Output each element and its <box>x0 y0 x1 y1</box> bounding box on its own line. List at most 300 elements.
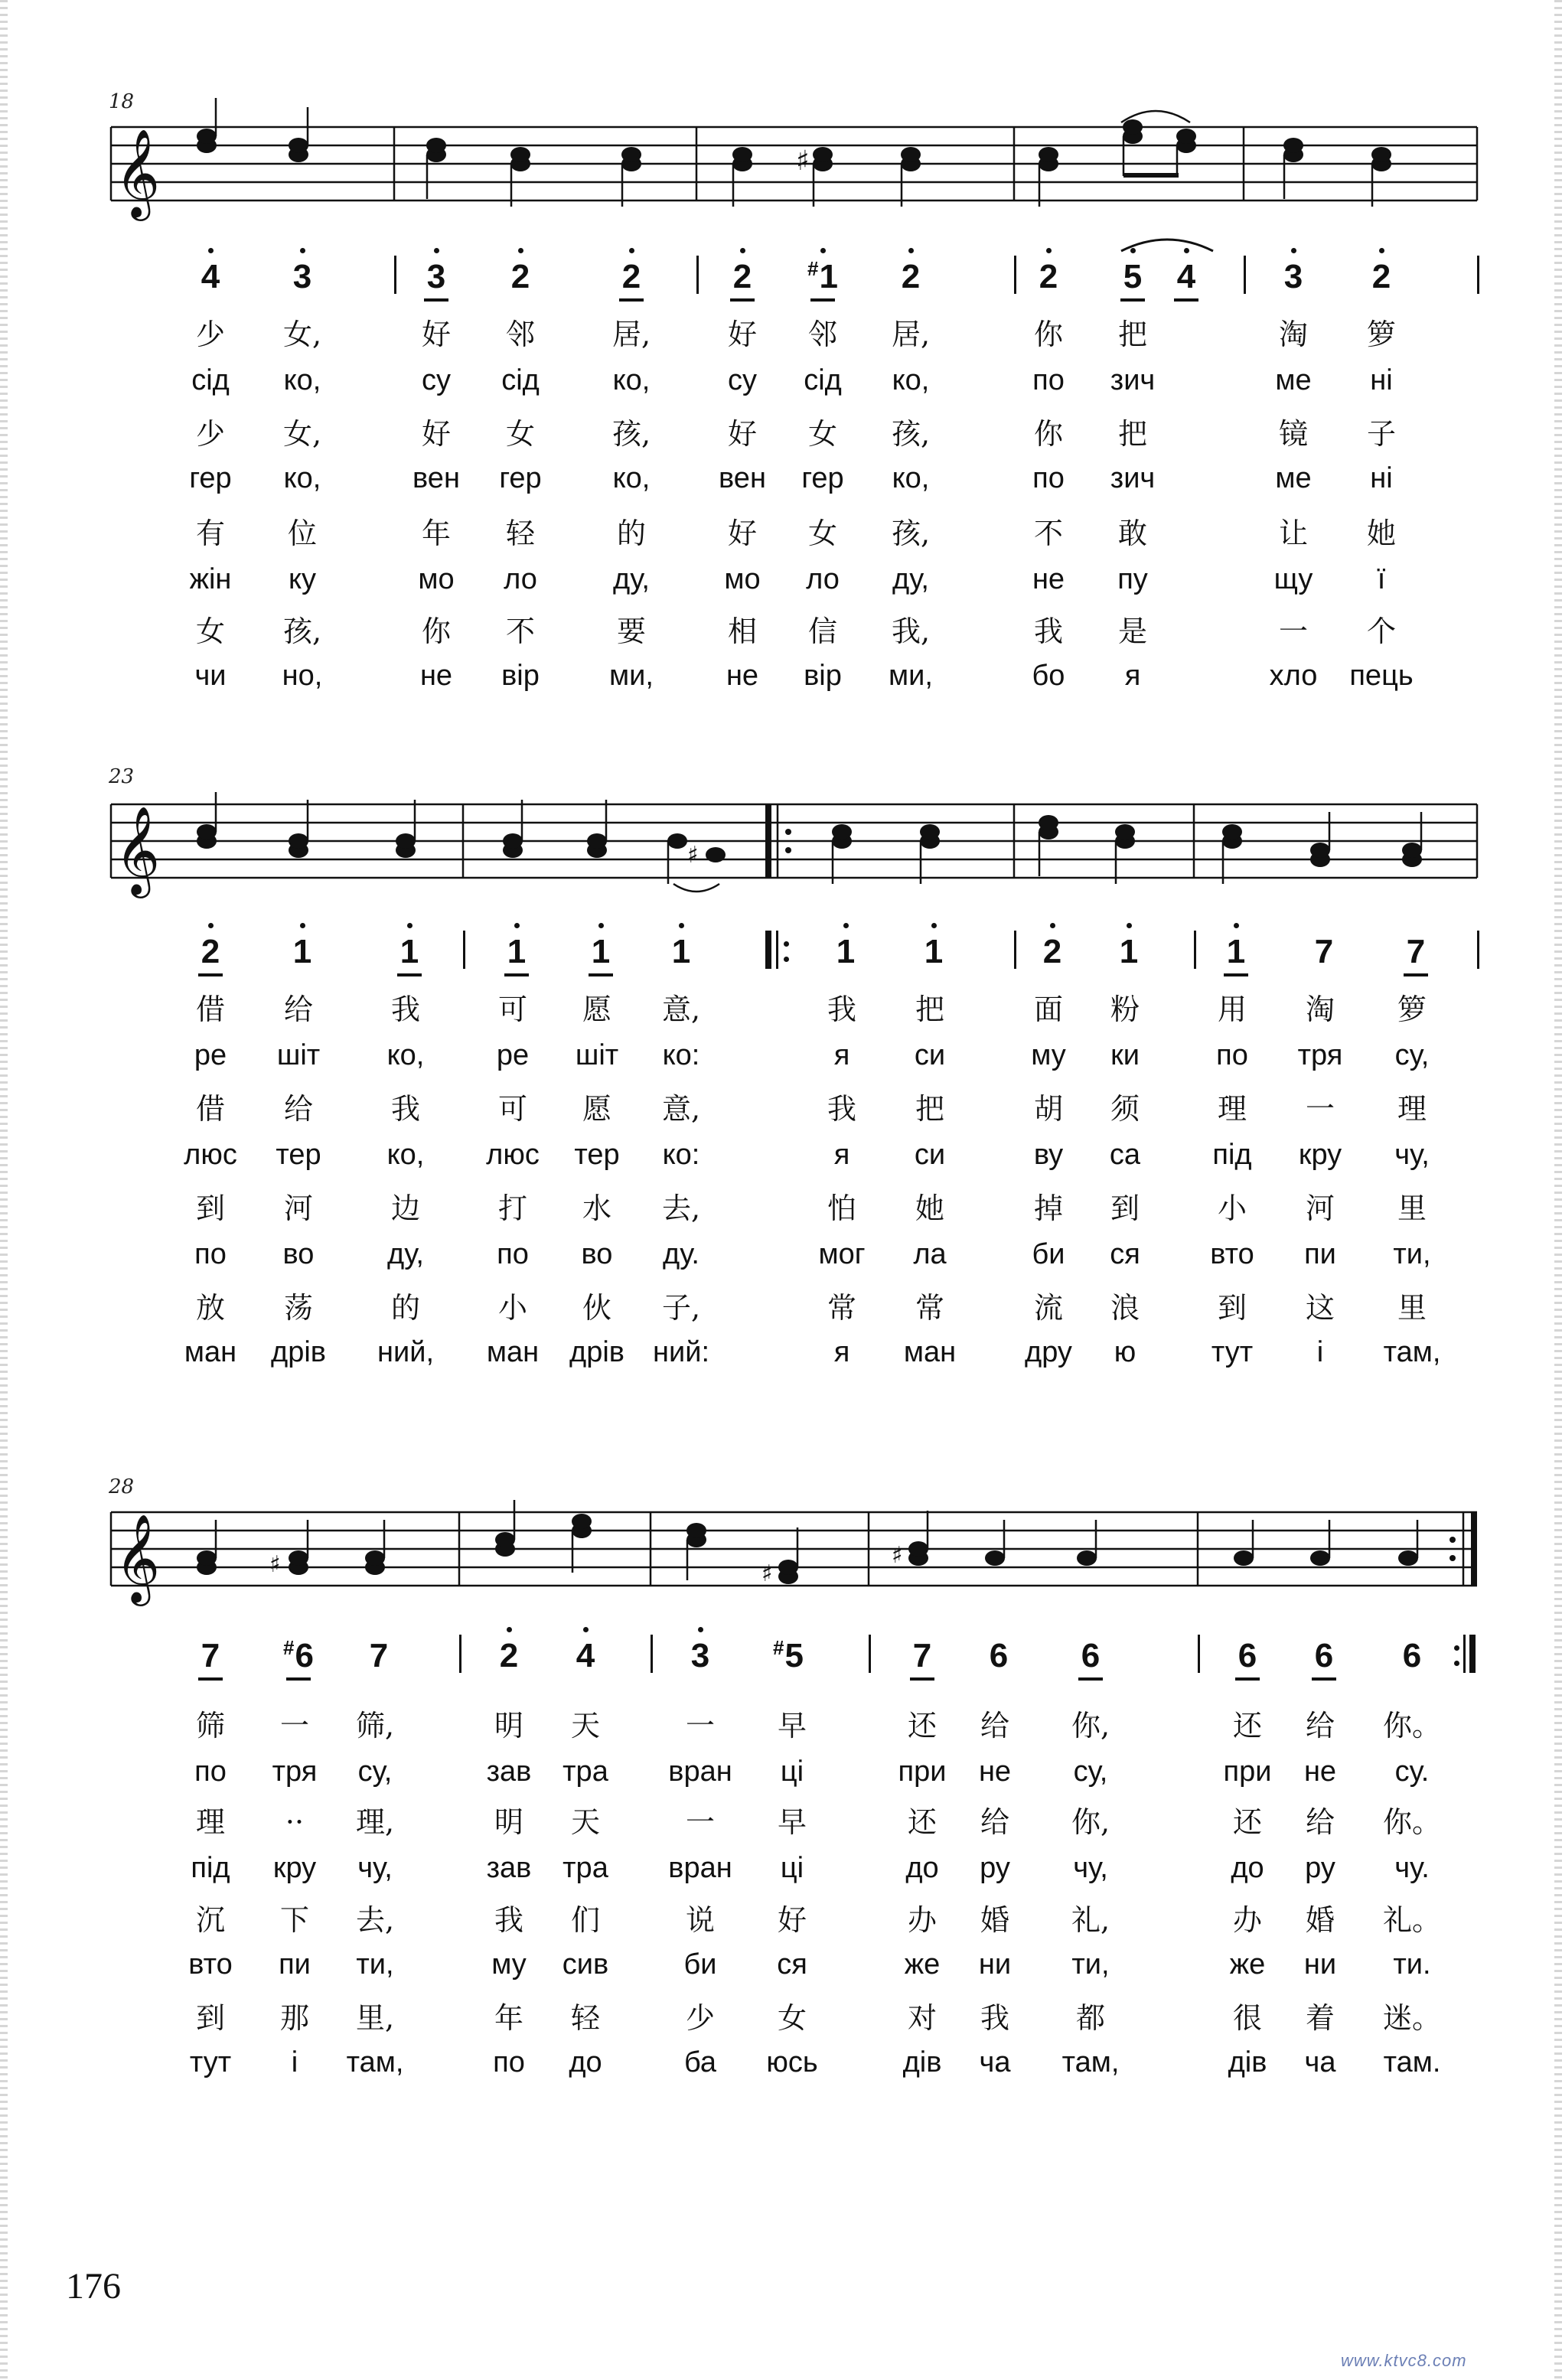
jianpu-note: 1 <box>911 935 957 969</box>
jianpu-note: 7 <box>188 1639 233 1673</box>
lyric-syllable: мо <box>724 563 761 595</box>
lyric-syllable: во <box>282 1238 315 1270</box>
lyric-syllable: ре <box>496 1039 530 1071</box>
lyric-syllable: ло <box>504 563 537 595</box>
lyric-syllable: 一 <box>685 1709 715 1743</box>
lyric-syllable: ме <box>1275 364 1312 396</box>
lyric-syllable: 我 <box>390 993 420 1026</box>
lyric-syllable: 我 <box>827 993 856 1026</box>
lyric-syllable: 河 <box>1305 1192 1335 1225</box>
lyric-syllable: дів <box>1228 2046 1267 2078</box>
lyric-syllable: ду. <box>663 1238 699 1270</box>
lyric-syllable: хло <box>1269 660 1318 692</box>
lyric-syllable: 好 <box>727 417 757 451</box>
lyric-syllable: 她 <box>1366 517 1396 550</box>
lyric-syllable: 面 <box>1033 993 1063 1026</box>
lyric-syllable: 天 <box>570 1709 600 1743</box>
lyric-syllable: ми, <box>609 660 654 692</box>
lyric-syllable: ре <box>194 1039 227 1071</box>
lyric-syllable: 孩, <box>891 417 931 451</box>
repeat-dot <box>1454 1645 1459 1651</box>
lyric-syllable: 轻 <box>570 2001 600 2035</box>
barline <box>1477 256 1479 294</box>
lyric-syllable: же <box>904 1948 941 1981</box>
lyric-syllable: чу, <box>1394 1139 1430 1171</box>
jianpu-note: 6 <box>1068 1639 1114 1673</box>
lyric-syllable: дру <box>1025 1336 1072 1368</box>
lyric-syllable: ти, <box>1071 1948 1110 1981</box>
lyric-syllable: ме <box>1275 462 1312 494</box>
lyric-syllable: 你 <box>421 615 451 648</box>
lyric-syllable: 到 <box>1217 1291 1247 1325</box>
lyric-syllable: 我 <box>390 1092 420 1126</box>
lyric-syllable: 荡 <box>283 1291 313 1325</box>
lyric-syllable: 女 <box>195 615 225 648</box>
lyric-syllable: 去, <box>355 1903 395 1937</box>
lyric-syllable: 愿 <box>582 1092 611 1126</box>
lyric-syllable: чу, <box>1073 1852 1108 1884</box>
lyric-syllable: 下 <box>279 1903 309 1937</box>
lyric-syllable: 到 <box>195 1192 225 1225</box>
repeat-dot <box>784 957 789 962</box>
lyric-syllable: ко, <box>892 364 930 396</box>
lyric-syllable: по <box>493 2046 525 2078</box>
lyric-syllable: гер <box>499 462 542 494</box>
lyric-syllable: 你 <box>1033 318 1063 351</box>
lyric-syllable: 把 <box>1117 417 1147 451</box>
lyric-syllable: юсь <box>766 2046 818 2078</box>
lyric-syllable: 都 <box>1075 2001 1105 2035</box>
lyric-syllable: 借 <box>195 1092 225 1126</box>
lyric-syllable: вен <box>719 462 766 494</box>
lyric-syllable: ду, <box>387 1238 424 1270</box>
lyric-syllable: му <box>1031 1039 1066 1071</box>
barline <box>459 1635 461 1673</box>
lyric-syllable: 借 <box>195 993 225 1026</box>
lyric-syllable: 可 <box>497 1092 527 1126</box>
lyric-syllable: 迷。 <box>1382 2001 1441 2035</box>
lyric-syllable: ла <box>913 1238 947 1270</box>
lyric-syllable: 有 <box>195 517 225 550</box>
lyric-syllable: 小 <box>497 1291 527 1325</box>
lyric-syllable: 还 <box>907 1805 937 1839</box>
jianpu-note: 6 <box>989 1637 1009 1674</box>
lyric-syllable: і <box>291 2046 298 2078</box>
lyric-syllable: і <box>1316 1336 1324 1368</box>
lyric-syllable: під <box>1212 1139 1252 1171</box>
jianpu-note: 7 <box>1393 935 1439 969</box>
lyric-syllable: до <box>1231 1852 1264 1884</box>
lyric-syllable: 小 <box>1217 1192 1247 1225</box>
lyric-syllable: 们 <box>570 1903 600 1937</box>
lyric-syllable: тра <box>563 1852 608 1884</box>
lyric-syllable: 可 <box>497 993 527 1026</box>
lyric-syllable: сід <box>501 364 540 396</box>
lyric-syllable: пу <box>1117 563 1148 595</box>
lyric-syllable: 怕 <box>827 1192 856 1225</box>
lyric-syllable: су <box>728 364 757 396</box>
lyric-syllable: 给 <box>283 1092 313 1126</box>
lyric-syllable: ко, <box>386 1139 425 1171</box>
lyric-syllable: ру <box>980 1852 1010 1884</box>
lyric-syllable: там, <box>346 2046 404 2078</box>
lyric-syllable: ко, <box>386 1039 425 1071</box>
barline <box>1244 256 1246 294</box>
jianpu-note: 3 <box>677 1639 723 1673</box>
lyric-syllable: ї <box>1377 563 1386 595</box>
lyric-syllable: 给 <box>1305 1709 1335 1743</box>
lyric-syllable: су, <box>1073 1756 1108 1788</box>
lyric-syllable: ко, <box>612 462 651 494</box>
lyric-syllable: 婚 <box>1305 1903 1335 1937</box>
lyric-syllable: 天 <box>570 1805 600 1839</box>
lyric-syllable: 水 <box>582 1192 611 1225</box>
lyric-syllable: 女, <box>282 318 322 351</box>
lyric-syllable: 孩, <box>611 417 651 451</box>
lyric-syllable: я <box>833 1039 850 1071</box>
jianpu-note: 2 <box>188 935 233 969</box>
lyric-syllable: ні <box>1370 364 1393 396</box>
jianpu-note: # 1 <box>800 260 846 294</box>
lyric-syllable: 我 <box>1033 615 1063 648</box>
lyric-syllable: вран <box>668 1756 732 1788</box>
lyric-syllable: я <box>833 1139 850 1171</box>
svg-text:♯: ♯ <box>687 842 699 869</box>
staff-system-3 <box>0 1477 1562 1630</box>
lyric-syllable: я <box>1124 660 1141 692</box>
lyric-syllable: 邻 <box>505 318 535 351</box>
jianpu-note: 7 <box>899 1639 945 1673</box>
lyric-syllable: 年 <box>494 2001 523 2035</box>
lyric-syllable: ни <box>1303 1948 1337 1981</box>
lyric-syllable: 一 <box>279 1709 309 1743</box>
jianpu-note: 2 <box>486 1639 532 1673</box>
lyric-syllable: 她 <box>915 1192 944 1225</box>
lyric-syllable: 还 <box>1232 1709 1262 1743</box>
jianpu-line <box>0 257 1562 314</box>
lyric-syllable: 不 <box>1033 517 1063 550</box>
lyric-syllable: чу. <box>1394 1852 1430 1884</box>
lyric-syllable: 少 <box>685 2001 715 2035</box>
jianpu-line <box>0 1636 1562 1693</box>
repeat-end-barline <box>1469 1635 1476 1673</box>
lyric-syllable: 女, <box>282 417 322 451</box>
lyric-syllable: 早 <box>777 1709 807 1743</box>
lyric-syllable: 到 <box>195 2001 225 2035</box>
lyric-syllable: ду, <box>613 563 650 595</box>
lyric-syllable: 好 <box>727 517 757 550</box>
lyric-syllable: 须 <box>1110 1092 1140 1126</box>
watermark[interactable]: www.ktvc8.com <box>1341 2351 1467 2370</box>
lyric-syllable: 我 <box>494 1903 523 1937</box>
lyric-syllable: я <box>833 1336 850 1368</box>
lyric-syllable: 你, <box>1071 1805 1110 1839</box>
lyric-syllable: 敢 <box>1117 517 1147 550</box>
barline <box>696 256 699 294</box>
lyric-syllable: ду, <box>892 563 929 595</box>
lyric-syllable: ти. <box>1393 1948 1431 1981</box>
lyric-syllable: ман <box>184 1336 237 1368</box>
lyric-syllable: ко: <box>662 1139 700 1171</box>
jianpu-note: 2 <box>888 260 934 294</box>
lyric-syllable: 婚 <box>980 1903 1009 1937</box>
lyric-syllable: 理 <box>1217 1092 1247 1126</box>
lyric-syllable: ло <box>806 563 840 595</box>
lyric-syllable: во <box>581 1238 613 1270</box>
lyric-syllable: 一 <box>1278 615 1308 648</box>
lyric-syllable: кру <box>272 1852 317 1884</box>
lyric-syllable: 用 <box>1217 993 1247 1026</box>
lyric-syllable: 孩, <box>282 615 322 648</box>
jianpu-note: 3 <box>279 260 325 294</box>
lyric-syllable: вір <box>804 660 842 692</box>
lyric-syllable: ся <box>777 1948 807 1981</box>
lyric-syllable: 你。 <box>1382 1805 1441 1839</box>
jianpu-note: 3 <box>1270 260 1316 294</box>
lyric-syllable: ни <box>978 1948 1012 1981</box>
lyric-syllable: 淘 <box>1278 318 1308 351</box>
lyric-syllable: 好 <box>421 417 451 451</box>
lyric-syllable: 明 <box>494 1709 523 1743</box>
lyric-syllable: 给 <box>1305 1805 1335 1839</box>
lyric-syllable: 理, <box>355 1805 395 1839</box>
lyric-syllable: ко, <box>892 462 930 494</box>
lyric-syllable: ний, <box>377 1336 434 1368</box>
lyric-syllable: 还 <box>1232 1805 1262 1839</box>
lyric-syllable: 理 <box>1397 1092 1427 1126</box>
lyric-syllable: 女 <box>505 417 535 451</box>
lyric-syllable: 箩 <box>1397 993 1427 1026</box>
lyric-syllable: 打 <box>497 1192 527 1225</box>
staff-system-2 <box>0 769 1562 922</box>
lyric-syllable: 信 <box>807 615 837 648</box>
svg-text:♯: ♯ <box>269 1551 281 1578</box>
lyric-syllable: тер <box>574 1139 620 1171</box>
lyric-syllable: там. <box>1383 2046 1441 2078</box>
lyric-syllable: ку <box>288 563 317 595</box>
lyric-syllable: ми, <box>889 660 933 692</box>
lyric-syllable: 那 <box>279 2001 309 2035</box>
lyric-syllable: гер <box>189 462 232 494</box>
lyric-syllable: тря <box>272 1756 318 1788</box>
jianpu-note: 2 <box>719 260 765 294</box>
lyric-syllable: до <box>905 1852 939 1884</box>
repeat-start-barline <box>765 931 771 969</box>
lyric-syllable: ча <box>979 2046 1011 2078</box>
lyric-syllable: 你 <box>1033 417 1063 451</box>
lyric-syllable: люс <box>486 1139 540 1171</box>
lyric-syllable: тра <box>563 1756 608 1788</box>
lyric-syllable: 沉 <box>195 1903 225 1937</box>
lyric-syllable: зич <box>1110 364 1156 396</box>
barline <box>776 931 778 969</box>
lyric-syllable: 好 <box>727 318 757 351</box>
measure-number: 18 <box>109 90 135 113</box>
lyric-syllable: 孩, <box>891 517 931 550</box>
lyric-syllable: сід <box>191 364 230 396</box>
lyric-syllable: 流 <box>1033 1291 1063 1325</box>
lyric-syllable: 意, <box>661 993 701 1026</box>
lyric-syllable: 不 <box>505 615 535 648</box>
lyric-syllable: 到 <box>1110 1192 1140 1225</box>
lyric-syllable: 一 <box>1305 1092 1335 1126</box>
lyric-syllable: по <box>1216 1039 1248 1071</box>
lyric-syllable: 这 <box>1305 1291 1335 1325</box>
barline <box>1477 931 1479 969</box>
jianpu-note: 7 <box>1314 933 1334 970</box>
lyric-syllable: по <box>1032 462 1065 494</box>
tie-slur <box>1117 231 1217 254</box>
lyric-syllable: 让 <box>1278 517 1308 550</box>
lyric-syllable: 早 <box>777 1805 807 1839</box>
lyric-syllable: кру <box>1298 1139 1342 1171</box>
lyric-syllable: вір <box>501 660 540 692</box>
lyric-syllable: му <box>491 1948 527 1981</box>
barline <box>1014 931 1016 969</box>
barline <box>463 931 465 969</box>
lyric-syllable: мо <box>418 563 455 595</box>
lyric-syllable: 理 <box>195 1805 225 1839</box>
lyric-syllable: зав <box>486 1756 532 1788</box>
lyric-syllable: ву <box>1033 1139 1064 1171</box>
lyric-syllable: не <box>1032 563 1065 595</box>
lyric-syllable: ти, <box>1393 1238 1431 1270</box>
lyric-syllable: вто <box>1210 1238 1254 1270</box>
lyric-syllable: 的 <box>390 1291 420 1325</box>
lyric-syllable: вран <box>668 1852 732 1884</box>
lyric-syllable: 粉 <box>1110 993 1140 1026</box>
lyric-syllable: пець <box>1349 660 1414 692</box>
lyric-syllable: би <box>1032 1238 1065 1270</box>
lyric-syllable: по <box>194 1238 227 1270</box>
lyric-syllable: 放 <box>195 1291 225 1325</box>
lyric-syllable: ко, <box>283 364 321 396</box>
lyric-syllable: вто <box>188 1948 233 1981</box>
lyric-syllable: ман <box>903 1336 957 1368</box>
lyric-syllable: 筛 <box>195 1709 225 1743</box>
jianpu-note: 1 <box>494 935 540 969</box>
jianpu-note: #6 <box>276 1639 321 1673</box>
lyric-syllable: 少 <box>195 318 225 351</box>
lyric-syllable: 常 <box>915 1291 944 1325</box>
lyric-syllable: 是 <box>1117 615 1147 648</box>
lyric-syllable: сід <box>804 364 842 396</box>
lyric-syllable: су, <box>1394 1039 1430 1071</box>
svg-text:♯: ♯ <box>892 1542 903 1569</box>
lyric-syllable: під <box>191 1852 230 1884</box>
lyric-syllable: 去, <box>661 1192 701 1225</box>
lyric-syllable: 相 <box>727 615 757 648</box>
lyric-syllable: 着 <box>1305 2001 1335 2035</box>
lyric-syllable: 常 <box>827 1291 856 1325</box>
lyric-syllable: 的 <box>616 517 646 550</box>
jianpu-note: 1 <box>823 935 869 969</box>
lyric-syllable: 位 <box>287 517 317 550</box>
lyric-syllable: тут <box>1211 1336 1254 1368</box>
lyric-syllable: са <box>1109 1139 1141 1171</box>
svg-text:𝄞: 𝄞 <box>115 805 161 895</box>
measure-number: 28 <box>109 1475 135 1498</box>
lyric-syllable: чу, <box>357 1852 393 1884</box>
lyric-syllable: си <box>914 1039 946 1071</box>
lyric-syllable: щу <box>1273 563 1313 595</box>
lyric-syllable: 一 <box>685 1805 715 1839</box>
jianpu-note: 2 <box>1358 260 1404 294</box>
lyric-syllable: 好 <box>421 318 451 351</box>
lyric-syllable: ти, <box>356 1948 394 1981</box>
lyric-syllable: 你, <box>1071 1709 1110 1743</box>
lyric-syllable: ні <box>1370 462 1393 494</box>
lyric-syllable: ці <box>780 1756 804 1788</box>
svg-text:♯: ♯ <box>796 145 810 177</box>
lyric-syllable: 还 <box>907 1709 937 1743</box>
lyric-syllable: не <box>419 660 453 692</box>
lyric-syllable: по <box>497 1238 529 1270</box>
lyric-syllable: пи <box>1304 1238 1336 1270</box>
lyric-syllable: 要 <box>616 615 646 648</box>
lyric-syllable: гер <box>801 462 844 494</box>
lyric-syllable: 把 <box>915 993 944 1026</box>
barline <box>1463 1635 1466 1673</box>
lyric-syllable: не <box>726 660 759 692</box>
lyric-syllable: 里 <box>1397 1192 1427 1225</box>
jianpu-note: #5 <box>773 1636 804 1674</box>
lyric-syllable: по <box>194 1756 227 1788</box>
lyric-syllable: 说 <box>685 1903 715 1937</box>
jianpu-note: 7 <box>369 1637 389 1674</box>
lyric-syllable: 把 <box>1117 318 1147 351</box>
lyric-syllable: 女 <box>777 2001 807 2035</box>
lyric-syllable: 你。 <box>1382 1709 1441 1743</box>
lyric-syllable: 淘 <box>1305 993 1335 1026</box>
left-page-edge <box>0 0 8 2380</box>
lyric-syllable: ся <box>1110 1238 1140 1270</box>
lyric-syllable: сив <box>562 1948 609 1981</box>
lyric-syllable: люс <box>184 1139 237 1171</box>
jianpu-note: 2 <box>608 260 654 294</box>
lyric-syllable: шіт <box>276 1039 321 1071</box>
right-page-edge <box>1554 0 1562 2380</box>
lyric-syllable: 胡 <box>1033 1092 1063 1126</box>
lyric-syllable: 伙 <box>582 1291 611 1325</box>
lyric-syllable: ний: <box>653 1336 709 1368</box>
lyric-syllable: зав <box>486 1852 532 1884</box>
lyric-syllable: 对 <box>907 2001 937 2035</box>
jianpu-note: 1 <box>578 935 624 969</box>
barline <box>1198 1635 1200 1673</box>
lyric-syllable: не <box>1303 1756 1337 1788</box>
lyric-syllable: там, <box>1061 2046 1120 2078</box>
repeat-dot <box>784 941 789 947</box>
lyric-syllable: дів <box>902 2046 942 2078</box>
lyric-syllable: ба <box>683 2046 717 2078</box>
lyric-syllable: бо <box>1032 660 1065 692</box>
barline <box>394 256 396 294</box>
lyric-syllable: не <box>978 1756 1012 1788</box>
barline <box>1014 256 1016 294</box>
lyric-syllable: при <box>1223 1756 1272 1788</box>
lyric-syllable: 河 <box>283 1192 313 1225</box>
lyric-syllable: 愿 <box>582 993 611 1026</box>
lyric-syllable: тер <box>276 1139 321 1171</box>
lyric-syllable: 镜 <box>1278 417 1308 451</box>
lyric-syllable: 居, <box>891 318 931 351</box>
lyric-syllable: 边 <box>390 1192 420 1225</box>
lyric-syllable: ча <box>1304 2046 1336 2078</box>
jianpu-note: 1 <box>386 935 432 969</box>
lyric-syllable: 轻 <box>505 517 535 550</box>
lyric-syllable: 子 <box>1366 417 1396 451</box>
